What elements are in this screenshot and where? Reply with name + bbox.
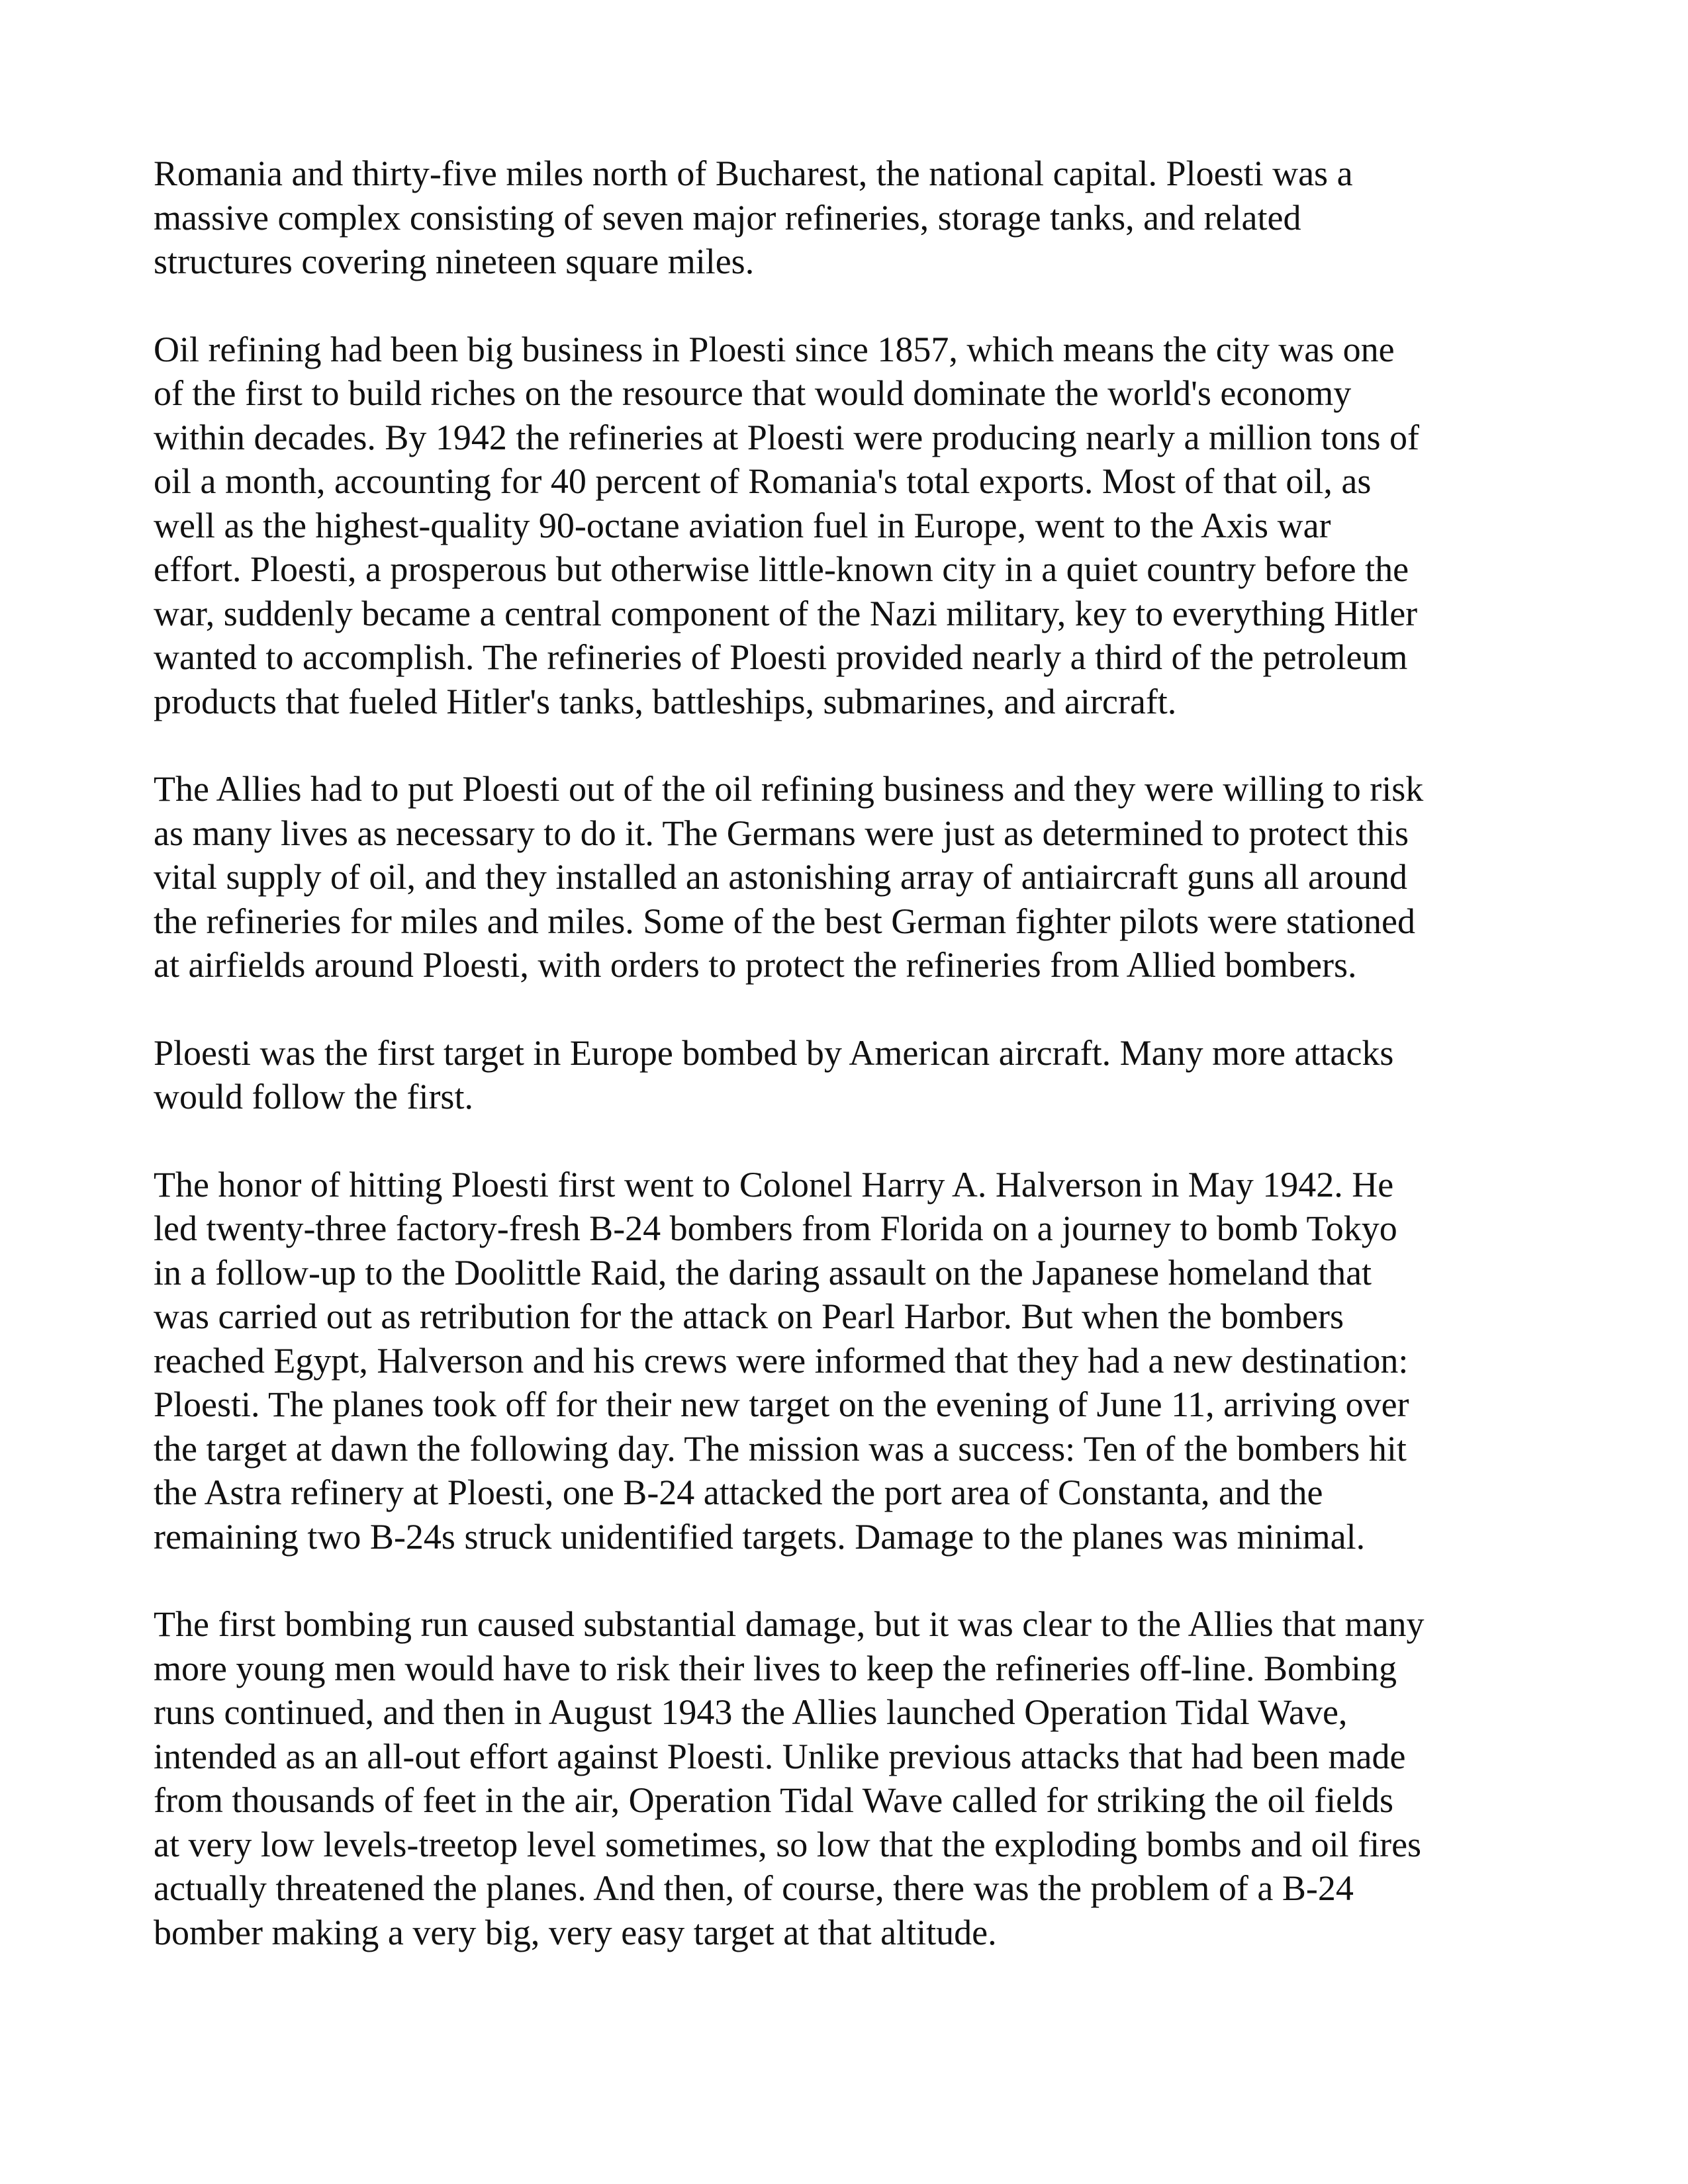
text-line: bomber making a very big, very easy target at that altitude. — [154, 1912, 997, 1952]
paragraph-2 — [154, 328, 1537, 724]
text-line: actually threatened the planes. And then, of course, there was the problem of a B-24 — [154, 1868, 1354, 1908]
text-line: effort. Ploesti, a prosperous but otherwise little-known city in a quiet country before the — [154, 549, 1409, 589]
text-line: reached Egypt, Halverson and his crews were informed that they had a new destination: — [154, 1340, 1409, 1381]
text-line: in a follow-up to the Doolittle Raid, the daring assault on the Japanese homeland that — [154, 1252, 1372, 1293]
text-line: was carried out as retribution for the attack on Pearl Harbor. But when the bombers — [154, 1297, 1344, 1336]
text-line: The honor of hitting Ploesti first went to Colonel Harry A. Halverson in May 1942. He — [154, 1164, 1394, 1205]
paragraph-1 — [154, 152, 1537, 284]
text-line: remaining two B-24s struck unidentified targets. Damage to the planes was minimal. — [154, 1516, 1366, 1557]
paragraph-6 — [154, 1602, 1537, 1954]
paragraph-5 — [154, 1163, 1537, 1559]
text-line: from thousands of feet in the air, Operation Tidal Wave called for striking the oil fields — [154, 1780, 1394, 1820]
text-line: Oil refining had been big business in Ploesti since 1857, which means the city was one — [154, 329, 1395, 369]
text-line: vital supply of oil, and they installed an astonishing array of antiaircraft guns all around — [154, 857, 1408, 897]
text-line: at airfields around Ploesti, with orders to protect the refineries from Allied bombers. — [154, 945, 1357, 985]
text-line: more young men would have to risk their lives to keep the refineries off-line. Bombing — [154, 1648, 1397, 1688]
paragraph-4 — [154, 1031, 1537, 1119]
text-line: wanted to accomplish. The refineries of Ploesti provided nearly a third of the petroleum — [154, 637, 1408, 677]
text-line: oil a month, accounting for 40 percent of Romania's total exports. Most of that oil, as — [154, 461, 1372, 501]
text-line: The first bombing run caused substantial damage, but it was clear to the Allies that many — [154, 1604, 1425, 1644]
text-line: as many lives as necessary to do it. The Germans were just as determined to protect this — [154, 813, 1409, 853]
text-line: runs continued, and then in August 1943 the Allies launched Operation Tidal Wave, — [154, 1692, 1348, 1732]
text-line: the target at dawn the following day. The mission was a success: Ten of the bombers hit — [154, 1428, 1407, 1469]
text-line: the Astra refinery at Ploesti, one B-24 attacked the port area of Constanta, and the — [154, 1473, 1323, 1512]
paragraph-3 — [154, 767, 1537, 987]
text-line: would follow the first. — [154, 1077, 473, 1116]
text-line: products that fueled Hitler's tanks, battleships, submarines, and aircraft. — [154, 681, 1177, 721]
text-line: at very low levels-treetop level sometimes, so low that the exploding bombs and oil fires — [154, 1824, 1422, 1864]
text-line: the refineries for miles and miles. Some of the best German fighter pilots were stationed — [154, 901, 1415, 941]
text-line: of the first to build riches on the resource that would dominate the world's economy — [154, 373, 1352, 413]
text-line: Romania and thirty-five miles north of Bucharest, the national capital. Ploesti was a — [154, 154, 1353, 193]
text-line: The Allies had to put Ploesti out of the oil refining business and they were willing to risk — [154, 769, 1424, 809]
body-text — [154, 152, 1537, 1998]
text-line: Ploesti was the first target in Europe bombed by American aircraft. Many more attacks — [154, 1032, 1394, 1073]
text-line: massive complex consisting of seven major refineries, storage tanks, and related — [154, 197, 1301, 238]
text-line: Ploesti. The planes took off for their new target on the evening of June 11, arriving over — [154, 1385, 1409, 1424]
text-line: intended as an all-out effort against Ploesti. Unlike previous attacks that had been made — [154, 1736, 1406, 1776]
text-line: led twenty-three factory-fresh B-24 bombers from Florida on a journey to bomb Tokyo — [154, 1208, 1397, 1248]
text-line: well as the highest-quality 90-octane aviation fuel in Europe, went to the Axis war — [154, 505, 1331, 545]
text-line: structures covering nineteen square miles. — [154, 242, 755, 281]
text-line: within decades. By 1942 the refineries at Ploesti were producing nearly a million tons of — [154, 417, 1420, 457]
text-line: war, suddenly became a central component of the Nazi military, key to everything Hitler — [154, 593, 1418, 633]
